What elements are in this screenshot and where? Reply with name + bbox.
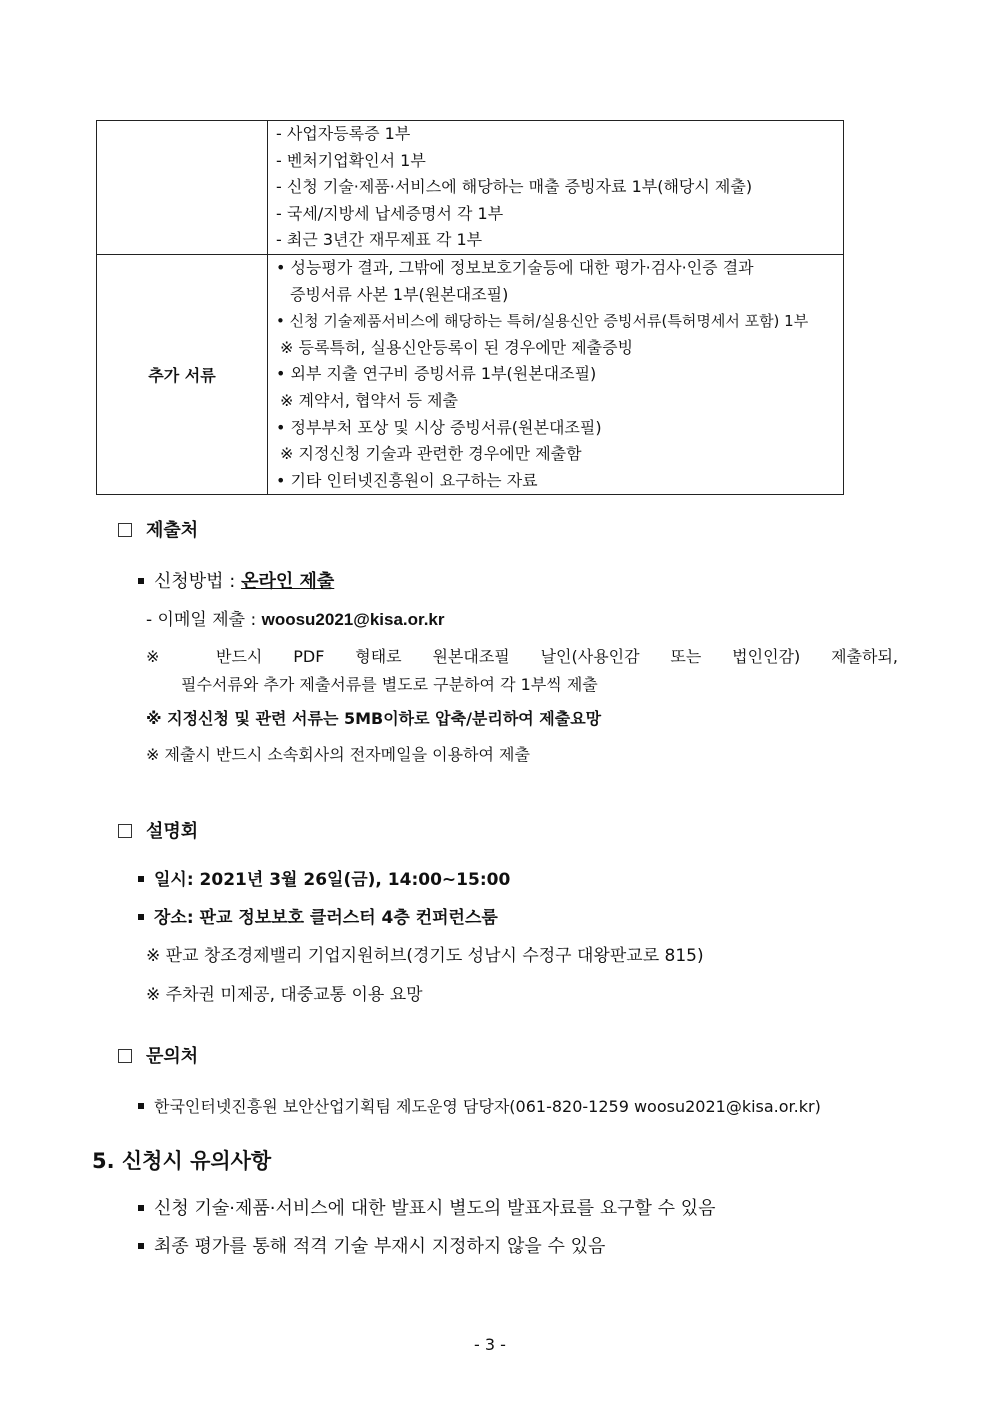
submission-note-1-cont: 필수서류와 추가 제출서류를 별도로 구분하여 각 1부씩 제출 [181,675,598,694]
submission-email: - 이메일 제출 : woosu2021@kisa.or.kr [146,610,445,630]
inquiry-contact: 한국인터넷진흥원 보안산업기획팀 제도운영 담당자(061-820-1259 woosu2021@kisa.or.kr) [138,1094,821,1117]
square-bullet-icon [138,914,144,920]
list-item: ※ 등록특허, 실용신안등록이 된 경우에만 제출증빙 [280,337,634,357]
checkbox-square-icon [118,523,132,537]
additional-docs-cell [268,254,844,494]
list-item: - 벤처기업확인서 1부 [276,150,426,170]
list-item: ※ 지정신청 기술과 관련한 경우에만 제출함 [280,444,582,464]
submission-note-3: ※ 제출시 반드시 소속회사의 전자메일을 이용하여 제출 [146,745,530,764]
required-docs-cell [268,121,844,255]
submission-note-1: ※ 반드시 PDF 형태로 원본대조필 날인(사용인감 또는 법인인감) 제출하되, [146,647,898,666]
list-item: • 정부부처 포상 및 시상 증빙서류(원본대조필) [276,417,602,437]
list-item: • 신청 기술제품서비스에 해당하는 특허/실용신안 증빙서류(특허명세서 포함) 1부 [276,312,809,331]
briefing-heading: 설명회 [118,817,198,843]
section-5-title: 5. 신청시 유의사항 [92,1149,272,1173]
section-5-item-1: 신청 기술·제품·서비스에 대한 발표시 별도의 발표자료를 요구할 수 있음 [138,1194,715,1220]
square-bullet-icon [138,1243,144,1249]
table-row [97,121,844,255]
briefing-place: 장소: 판교 정보보호 클러스터 4층 컨퍼런스룸 [138,903,498,928]
submission-method-value: 온라인 제출 [241,571,335,592]
square-bullet-icon [138,1103,144,1109]
list-item: - 최근 3년간 재무제표 각 1부 [276,230,483,250]
checkbox-square-icon [118,1049,132,1063]
list-item: - 사업자등록증 1부 [276,124,411,143]
square-bullet-icon [138,1205,144,1211]
square-bullet-icon [138,876,144,882]
list-item: 증빙서류 사본 1부(원본대조필) [290,284,509,304]
section-5-item-2: 최종 평가를 통해 적격 기술 부재시 지정하지 않을 수 있음 [138,1232,605,1258]
list-item: • 기타 인터넷진흥원이 요구하는 자료 [276,470,538,490]
email-address: woosu2021@kisa.or.kr [261,610,445,629]
list-item: • 성능평가 결과, 그밖에 정보보호기술등에 대한 평가·검사·인증 결과 [276,257,754,277]
square-bullet-icon [138,578,144,584]
checkbox-square-icon [118,824,132,838]
page-number: - 3 - [474,1335,506,1354]
submission-heading: 제출처 [118,516,198,542]
list-item: - 신청 기술·제품·서비스에 해당하는 매출 증빙자료 1부(해당시 제출) [276,177,753,197]
briefing-note-1: ※ 판교 창조경제밸리 기업지원허브(경기도 성남시 수정구 대왕판교로 815) [146,946,704,966]
table-label-cell [97,121,268,255]
submission-note-2: ※ 지정신청 및 관련 서류는 5MB이하로 압축/분리하여 제출요망 [146,709,602,728]
briefing-date: 일시: 2021년 3월 26일(금), 14:00~15:00 [138,865,510,890]
list-item: • 외부 지출 연구비 증빙서류 1부(원본대조필) [276,364,597,384]
briefing-note-2: ※ 주차권 미제공, 대중교통 이용 요망 [146,985,423,1005]
list-item: - 국세/지방세 납세증명서 각 1부 [276,203,504,223]
list-item: ※ 계약서, 협약서 등 제출 [280,390,458,410]
submission-method: 신청방법 : 온라인 제출 [138,567,334,593]
documents-table [96,120,844,495]
additional-docs-label: 추가 서류 [97,254,268,494]
inquiry-heading: 문의처 [118,1042,198,1068]
table-row [97,254,844,494]
